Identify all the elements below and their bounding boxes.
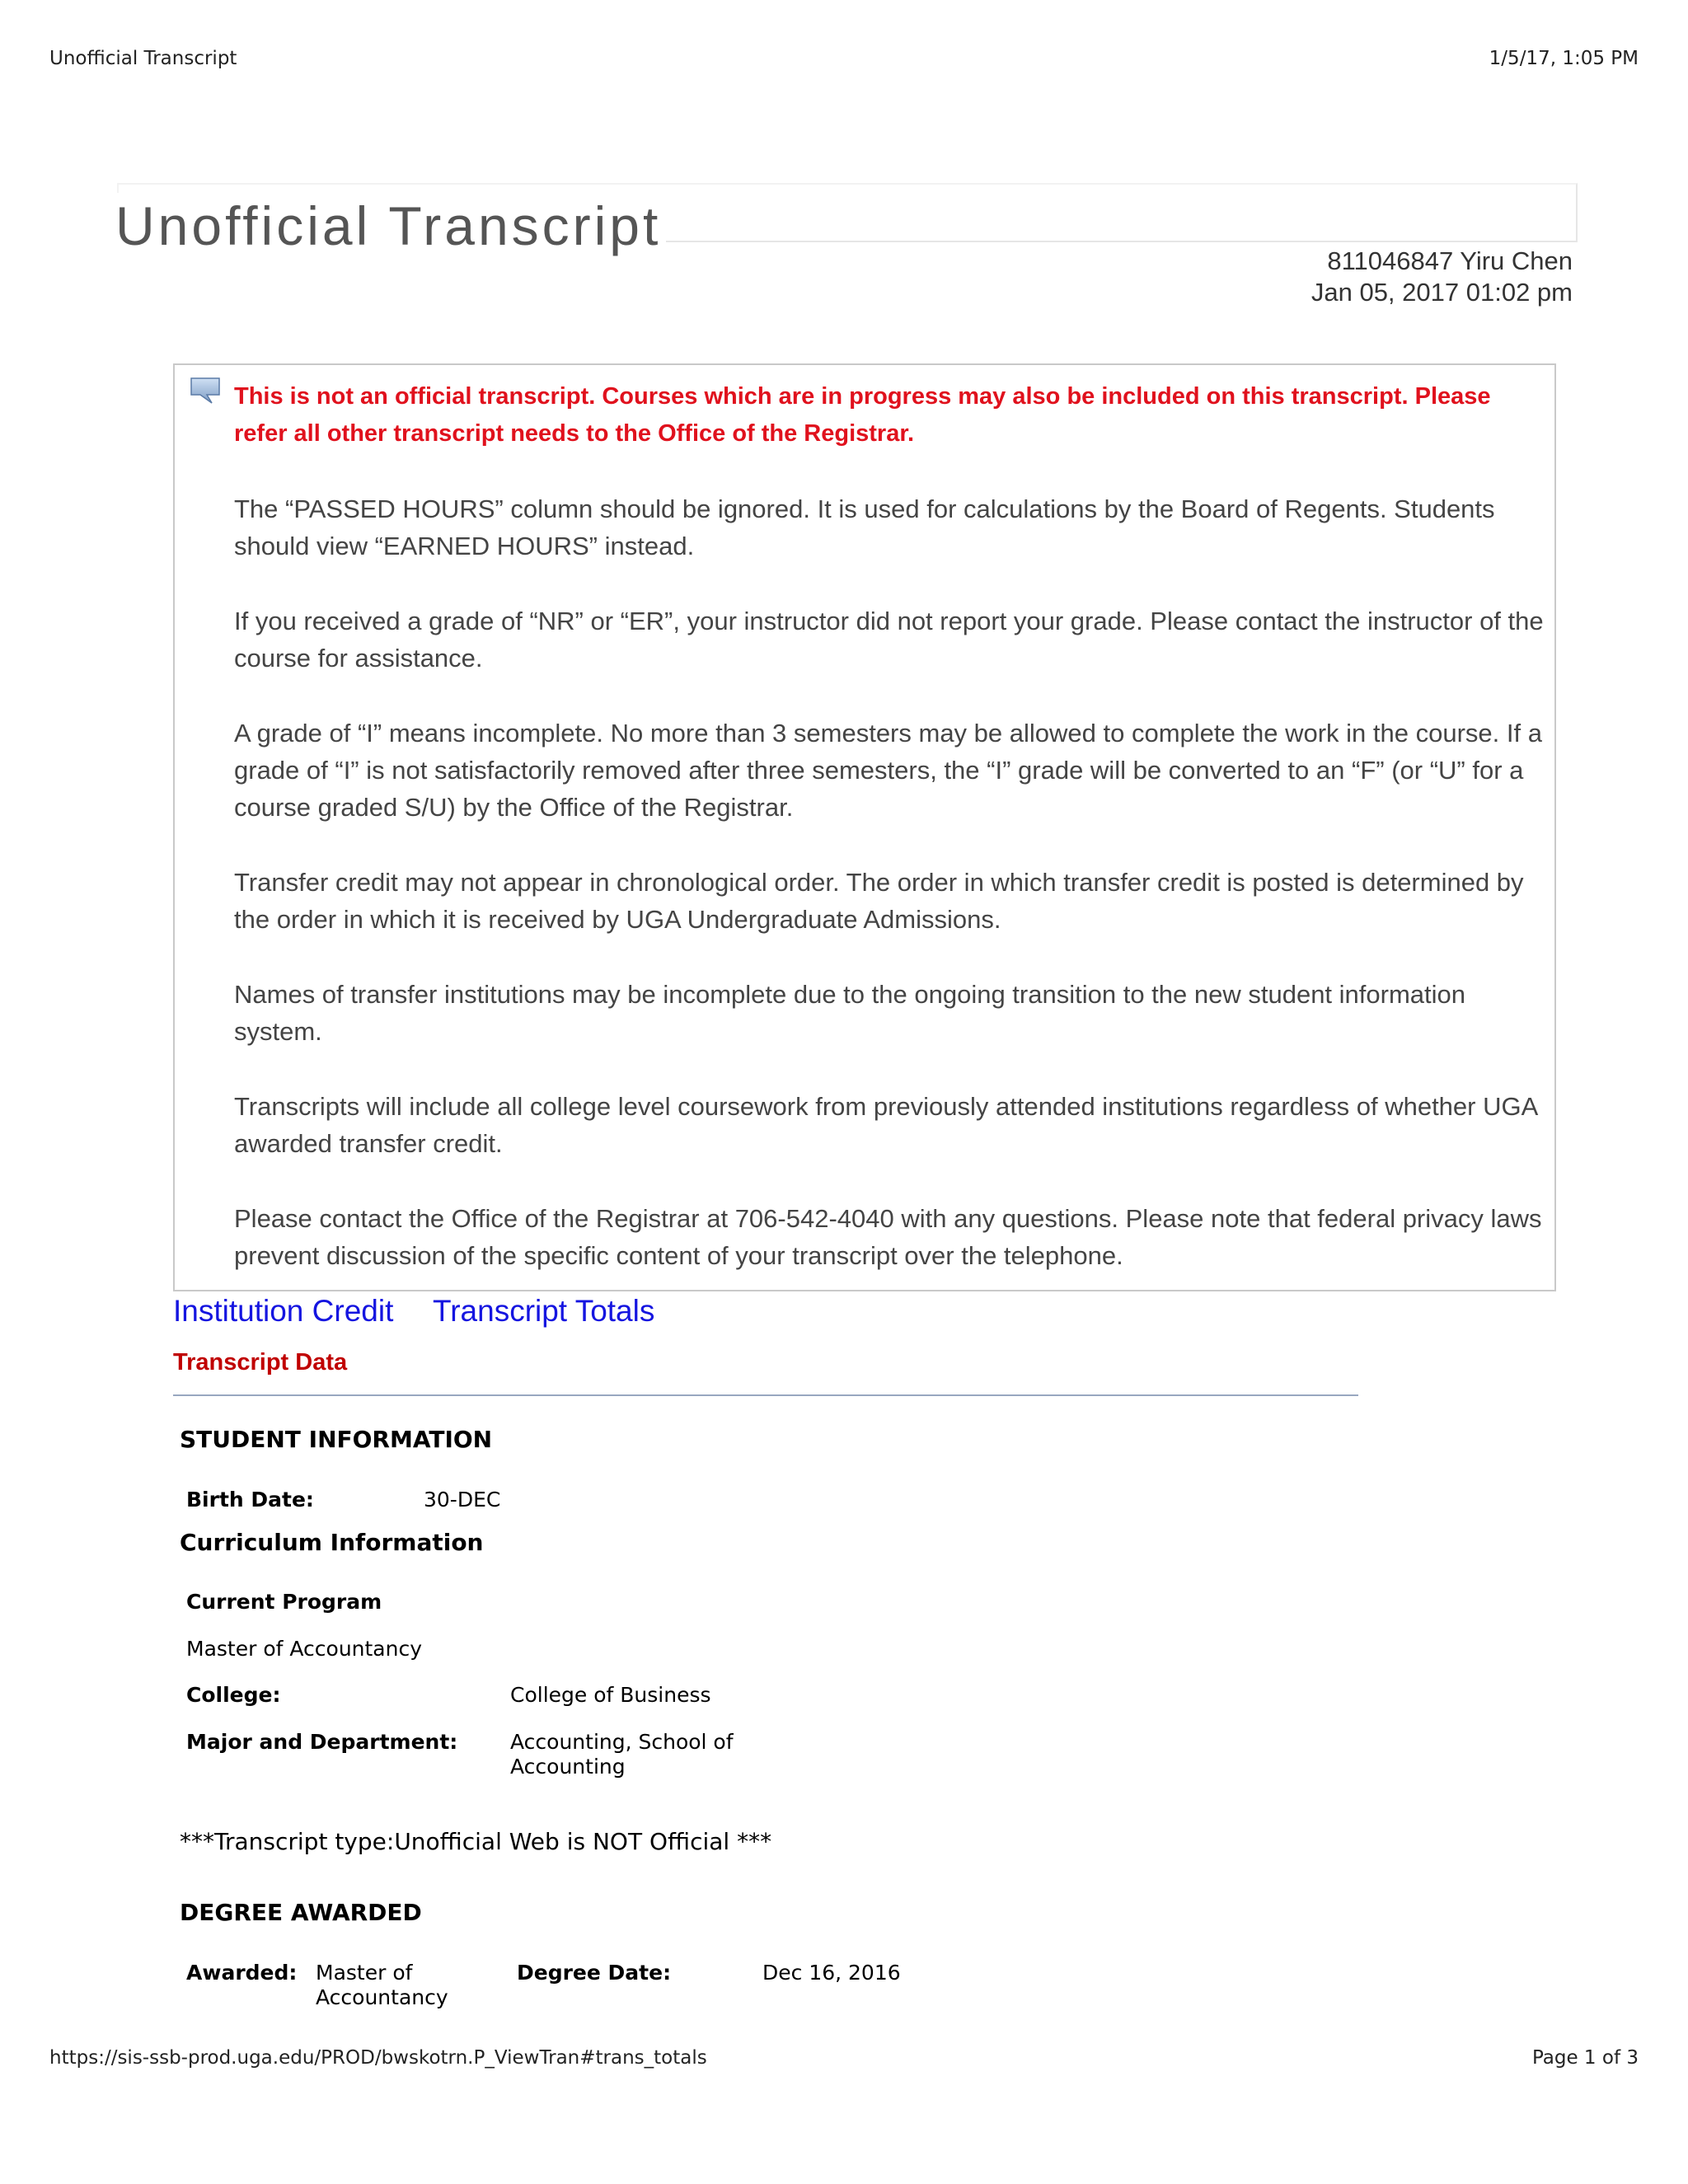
print-header: [49, 48, 1639, 73]
current-program-value: Master of Accountancy: [186, 1637, 423, 1661]
college-label: College:: [186, 1683, 281, 1707]
transcript-type-notice: ***Transcript type:Unofficial Web is NOT Official ***: [180, 1828, 772, 1855]
current-program-label: Current Program: [186, 1590, 382, 1614]
generated-timestamp: Jan 05, 2017 01:02 pm: [1311, 278, 1573, 307]
major-department-label: Major and Department:: [186, 1730, 458, 1754]
institution-credit-link[interactable]: Institution Credit: [173, 1294, 394, 1328]
notice-paragraph: Transcripts will include all college level coursework from previously attended institutions regardless of whether UGA awarded transfer credit.: [234, 1092, 1537, 1158]
college-value: College of Business: [510, 1683, 711, 1707]
major-department-value: Accounting, School of Accounting: [510, 1730, 734, 1779]
notice-paragraph: If you received a grade of “NR” or “ER”, your instructor did not report your grade. Please contact the instructor of the course for assistance.: [234, 607, 1544, 673]
birth-date-label: Birth Date:: [186, 1488, 314, 1511]
section-links: [173, 1291, 686, 1332]
page-title: Unofficial Transcript: [115, 193, 666, 259]
print-datetime: 1/5/17, 1:05 PM: [1489, 48, 1639, 69]
student-id-name: 811046847 Yiru Chen: [1327, 246, 1573, 275]
print-footer: [49, 2047, 1639, 2072]
degree-date-value: Dec 16, 2016: [762, 1961, 901, 1985]
birth-date-value: 30-DEC: [424, 1488, 501, 1511]
notice-paragraph: A grade of “I” means incomplete. No more than 3 semesters may be allowed to complete the work in the course. If a grade of “I” is not satisfactorily removed after three semesters, the “I” grade will be converted to an “F” (or “U” for a course graded S/U) by the Office of the Registrar.: [234, 719, 1542, 822]
print-doc-title: Unofficial Transcript: [49, 48, 237, 69]
notice-paragraph: Names of transfer institutions may be incomplete due to the ongoing transition to the new student information system.: [234, 980, 1466, 1046]
notice-paragraph: Please contact the Office of the Registrar at 706-542-4040 with any questions. Please note that federal privacy laws prevent discussion of the specific content of your transcript over the telephone.: [234, 1204, 1542, 1270]
page-number: Page 1 of 3: [1531, 2047, 1639, 2069]
speech-bubble-icon: [189, 377, 222, 405]
notice-paragraph: Transfer credit may not appear in chronological order. The order in which transfer credit is posted is determined by the order in which it is received by UGA Undergraduate Admissions.: [234, 868, 1524, 934]
curriculum-information-heading: Curriculum Information: [180, 1529, 484, 1556]
info-notice-box: [173, 363, 1556, 1291]
degree-awarded-heading: DEGREE AWARDED: [180, 1899, 422, 1926]
student-information-heading: STUDENT INFORMATION: [180, 1426, 493, 1453]
notice-paragraph: The “PASSED HOURS” column should be ignored. It is used for calculations by the Board of Regents. Students should view “EARNED HOURS” instead.: [234, 494, 1495, 560]
unofficial-warning: This is not an official transcript. Courses which are in progress may also be included on this transcript. Please refer all other transcript needs to the Office of the Registrar.: [234, 383, 1491, 447]
degree-date-label: Degree Date:: [517, 1961, 672, 1985]
student-meta: [1311, 246, 1573, 308]
transcript-data-heading: Transcript Data: [173, 1349, 348, 1376]
page-url: https://sis-ssb-prod.uga.edu/PROD/bwskotrn.P_ViewTran#trans_totals: [49, 2047, 707, 2069]
transcript-totals-link[interactable]: Transcript Totals: [432, 1294, 655, 1328]
awarded-label: Awarded:: [186, 1961, 298, 1985]
section-divider: [173, 1394, 1358, 1396]
awarded-value: Master of Accountancy: [316, 1961, 448, 2009]
info-notice-text: [234, 378, 1546, 1274]
